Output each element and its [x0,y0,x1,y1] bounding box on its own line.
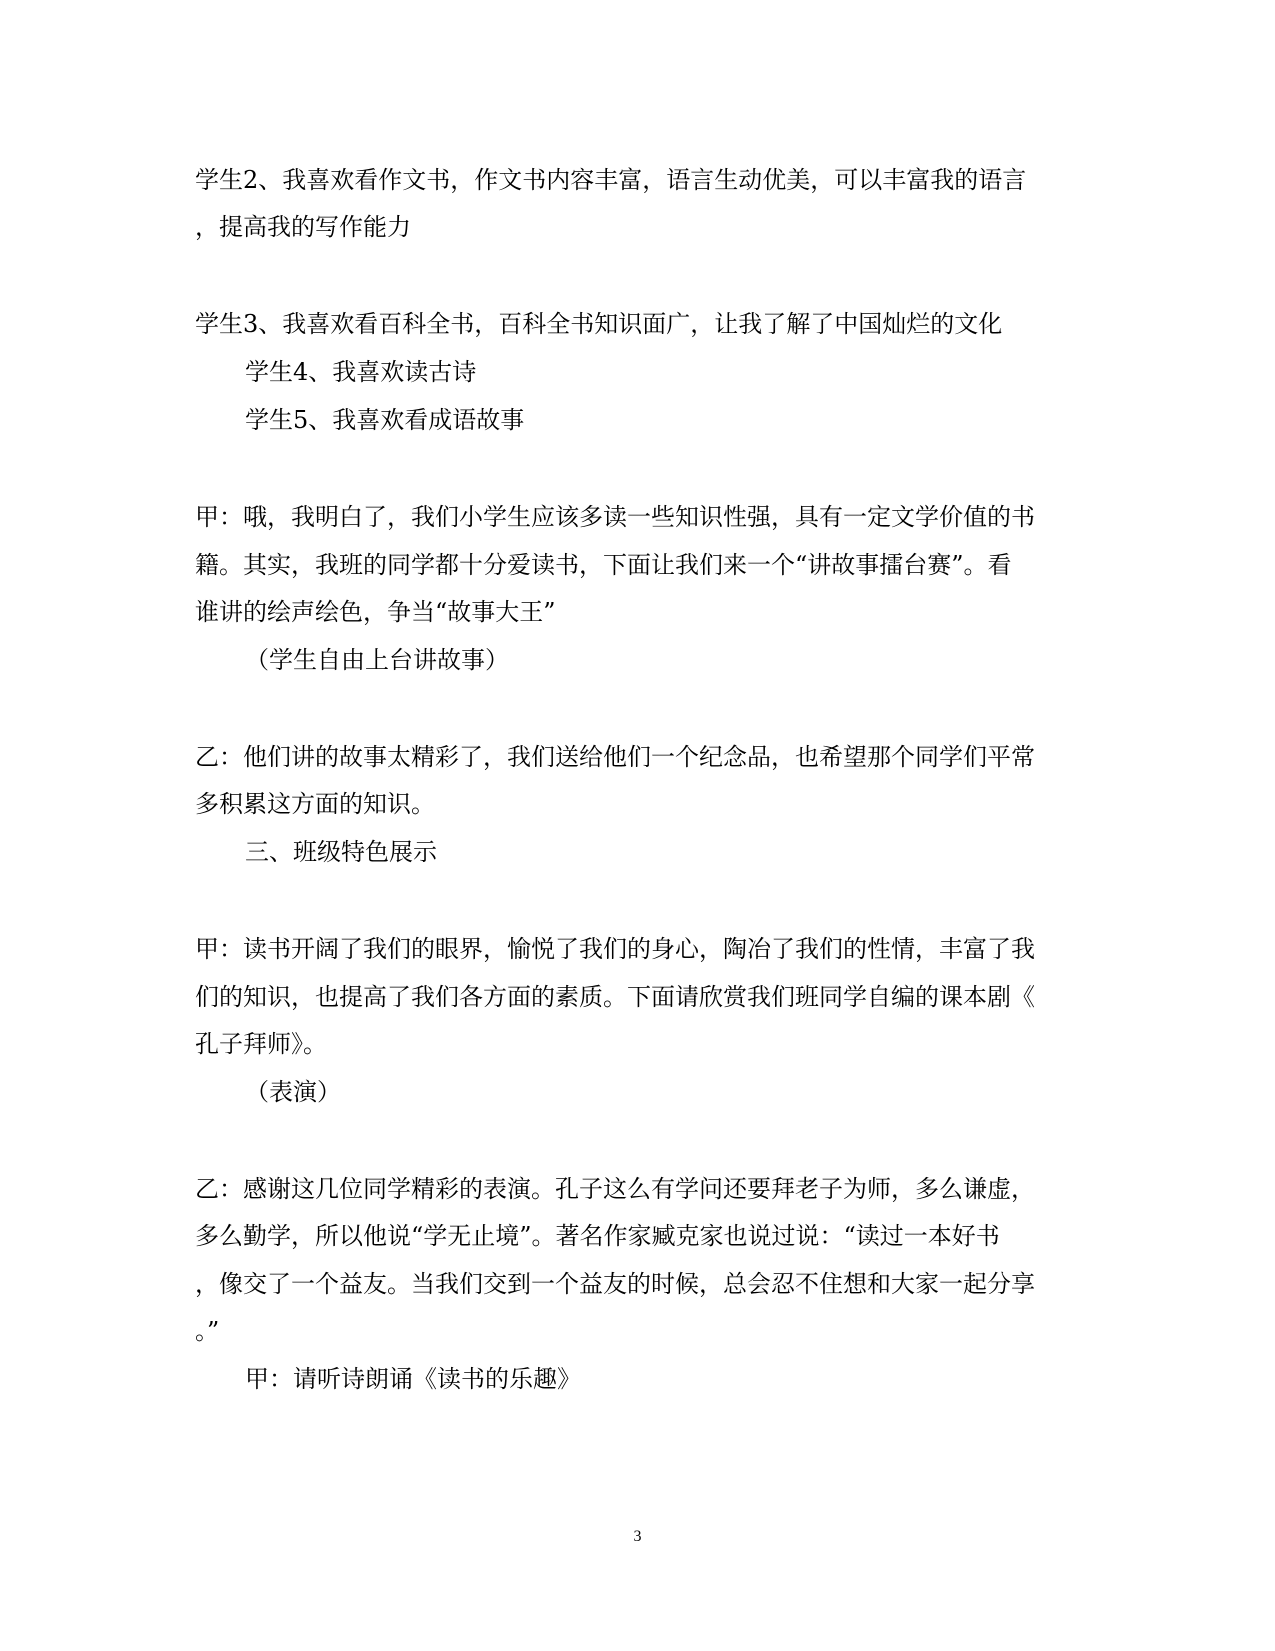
text-line: 籍。其实，我班的同学都十分爱读书，下面让我们来一个“讲故事擂台赛”。看 [195,551,1012,579]
text-line: 甲：哦，我明白了，我们小学生应该多读一些知识性强，具有一定文学价值的书 [195,503,1035,531]
text-line: （表演） [245,1078,341,1106]
text-line: 多么勤学，所以他说“学无止境”。著名作家臧克家也说过说：“读过一本好书 [195,1222,1000,1250]
page-number: 3 [633,1528,642,1545]
text-line: 乙：他们讲的故事太精彩了，我们送给他们一个纪念品，也希望那个同学们平常 [195,743,1035,771]
text-line: 甲：请听诗朗诵《读书的乐趣》 [245,1365,581,1393]
text-line: 甲：读书开阔了我们的眼界，愉悦了我们的身心，陶冶了我们的性情，丰富了我 [195,935,1035,963]
text-line: 学生5、我喜欢看成语故事 [245,406,525,434]
text-line: 学生2、我喜欢看作文书，作文书内容丰富，语言生动优美，可以丰富我的语言 [195,166,1027,194]
text-line: 。” [195,1317,220,1345]
text-line: ，提高我的写作能力 [195,213,411,241]
section-heading: 三、班级特色展示 [245,838,437,866]
text-line: 多积累这方面的知识。 [195,790,435,818]
text-line: 乙：感谢这几位同学精彩的表演。孔子这么有学问还要拜老子为师，多么谦虚， [195,1175,1035,1203]
text-line: 们的知识，也提高了我们各方面的素质。下面请欣赏我们班同学自编的课本剧《 [195,983,1035,1011]
text-line: ，像交了一个益友。当我们交到一个益友的时候，总会忍不住想和大家一起分享 [195,1270,1035,1298]
text-line: 学生3、我喜欢看百科全书，百科全书知识面广，让我了解了中国灿烂的文化 [195,310,1003,338]
text-line: 学生4、我喜欢读古诗 [245,358,477,386]
text-line: 孔子拜师》。 [195,1030,327,1058]
text-line: 谁讲的绘声绘色，争当“故事大王” [195,598,556,626]
text-line: （学生自由上台讲故事） [245,646,509,674]
